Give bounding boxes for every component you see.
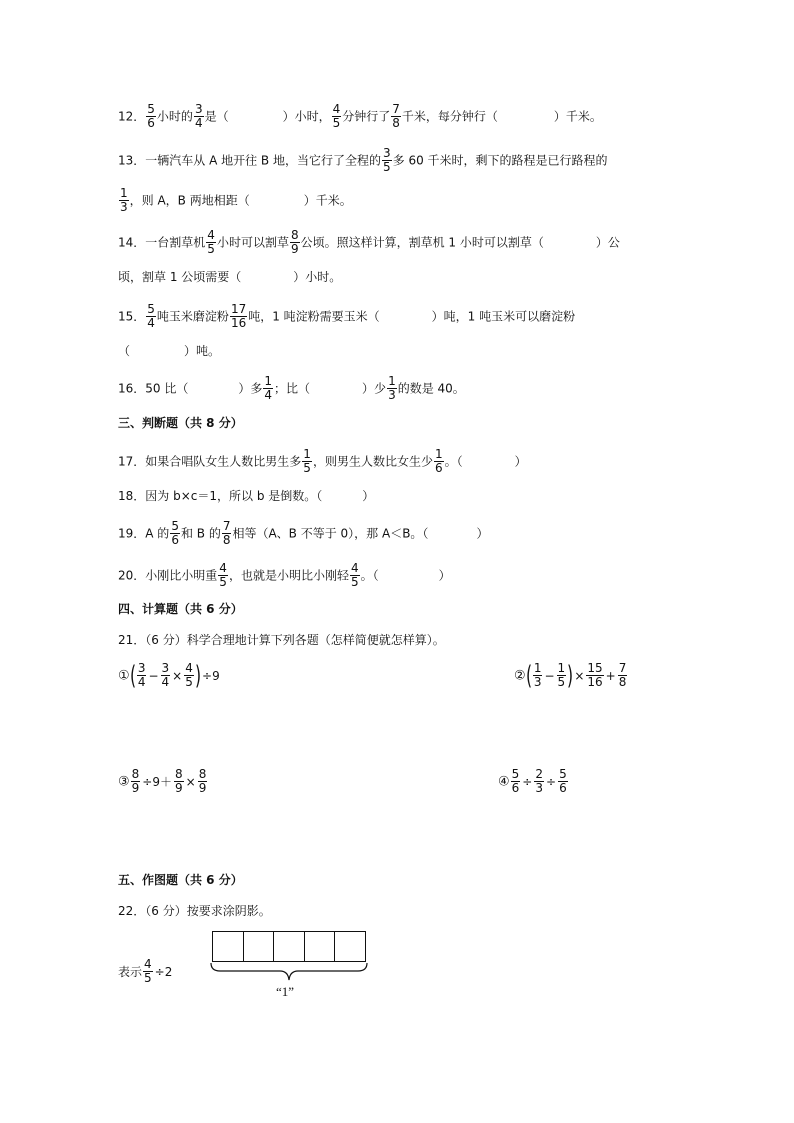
right-paren: ) bbox=[567, 660, 574, 691]
fraction: $\frac{1}{5}$ bbox=[303, 447, 311, 476]
brace-label: “1” bbox=[276, 984, 295, 999]
fraction: $\frac{3}{4}$ bbox=[137, 661, 146, 690]
question-14: 14．一台割草机 $\frac{4}{5}$ 小时可以割草 $\frac{8}{9}$ 公顷。照这样计算，割草机 1 小时可以割草（ ）公 bbox=[118, 228, 620, 257]
fraction: $\frac{5}{6}$ bbox=[559, 767, 567, 796]
question-14-cont: 顷，割草 1 公顷需要（ ）小时。 bbox=[118, 270, 342, 284]
fraction: $\frac{1}{4}$ bbox=[264, 374, 273, 403]
fraction: $\frac{1}{5}$ bbox=[557, 661, 566, 690]
operator: ÷2 bbox=[154, 964, 173, 979]
section-4-heading: 四、计算题（共 6 分） bbox=[118, 602, 243, 616]
operator: ÷ bbox=[522, 774, 533, 789]
operator: ÷9＋ bbox=[142, 774, 172, 789]
fraction: $\frac{1}{3}$ bbox=[388, 374, 396, 403]
expression-4 bbox=[498, 768, 569, 796]
fraction: $\frac{4}{5}$ bbox=[350, 561, 359, 590]
question-18: 18．因为 b×c＝1，所以 b 是倒数。（ ） bbox=[118, 489, 375, 503]
fraction: $\frac{4}{5}$ bbox=[332, 102, 341, 131]
fraction: $\frac{8}{9}$ bbox=[290, 228, 299, 257]
shading-grid[interactable] bbox=[212, 931, 366, 962]
question-16: 16．50 比（ ）多 $\frac{1}{4}$ ；比（ ）少 $\frac{1}{3}$ 的数是 40。 bbox=[118, 374, 465, 403]
fraction: $\frac{4}{5}$ bbox=[144, 957, 152, 986]
fraction: $\frac{2}{3}$ bbox=[535, 767, 543, 796]
fraction: $\frac{5}{6}$ bbox=[147, 102, 155, 131]
left-paren: ( bbox=[525, 660, 532, 691]
fraction: $\frac{5}{4}$ bbox=[147, 302, 155, 331]
curly-brace bbox=[208, 962, 370, 984]
fraction: $\frac{1}{3}$ bbox=[533, 661, 542, 690]
expression-1 bbox=[118, 662, 221, 690]
question-13: 13．一辆汽车从 A 地开往 B 地，当它行了全程的 $\frac{3}{5}$ 多 60 千米时，剩下的路程是已行路程的 bbox=[118, 146, 608, 175]
section-3-heading: 三、判断题（共 8 分） bbox=[118, 416, 243, 430]
operator: − bbox=[148, 668, 159, 683]
question-13-cont: $\frac{1}{3}$ ，则 A，B 两地相距（ ）千米。 bbox=[120, 186, 352, 215]
fraction: $\frac{7}{8}$ bbox=[392, 102, 400, 131]
grid-cell[interactable] bbox=[274, 932, 305, 961]
operator: × bbox=[185, 774, 196, 789]
operator: ÷9 bbox=[202, 668, 220, 683]
fraction: $\frac{15}{16}$ bbox=[587, 661, 603, 690]
grid-cell[interactable] bbox=[335, 932, 365, 961]
fraction: $\frac{4}{5}$ bbox=[185, 661, 193, 690]
fraction: $\frac{17}{16}$ bbox=[230, 302, 247, 331]
fraction: $\frac{3}{4}$ bbox=[194, 102, 203, 131]
grid-cell[interactable] bbox=[244, 932, 275, 961]
expression-3 bbox=[118, 768, 208, 796]
fraction: $\frac{8}{9}$ bbox=[131, 767, 140, 796]
fraction: $\frac{8}{9}$ bbox=[175, 767, 183, 796]
fraction: $\frac{1}{3}$ bbox=[120, 186, 128, 215]
operator: ÷ bbox=[546, 774, 557, 789]
section-5-heading: 五、作图题（共 6 分） bbox=[118, 873, 243, 887]
grid-cell[interactable] bbox=[305, 932, 336, 961]
operator: − bbox=[544, 668, 555, 683]
operator: × bbox=[574, 668, 585, 683]
question-19: 19．A 的 $\frac{5}{6}$ 和 B 的 $\frac{7}{8}$ 相等（A、B 不等于 0），那 A＜B。（ ） bbox=[118, 519, 489, 548]
right-paren: ) bbox=[194, 660, 201, 691]
drawing-label: 表示 $\frac{4}{5}$ ÷2 bbox=[118, 957, 173, 986]
operator: × bbox=[172, 668, 183, 683]
circled-number: ① bbox=[118, 668, 130, 684]
question-15: 15． $\frac{5}{4}$ 吨玉米磨淀粉 $\frac{17}{16}$ 吨，1 吨淀粉需要玉米（ ）吨，1 吨玉米可以磨淀粉 bbox=[118, 302, 576, 331]
fraction: $\frac{3}{4}$ bbox=[161, 661, 170, 690]
circled-number: ③ bbox=[118, 774, 130, 790]
question-12: 12． $\frac{5}{6}$ 小时的 $\frac{3}{4}$ 是（ ）小时， $\frac{4}{5}$ 分钟行了 $\frac{7}{8}$ 千米，每分钟行（ ）千米。 bbox=[118, 102, 602, 131]
fraction: $\frac{3}{5}$ bbox=[382, 146, 391, 175]
fraction: $\frac{5}{6}$ bbox=[171, 519, 179, 548]
question-15-cont: （ ）吨。 bbox=[118, 344, 221, 358]
question-22: 22．（6 分）按要求涂阴影。 bbox=[118, 904, 271, 918]
question-20: 20．小刚比小明重 $\frac{4}{5}$ ，也就是小明比小刚轻 $\frac{4}{5}$ 。（ ） bbox=[118, 561, 451, 590]
fraction: $\frac{5}{6}$ bbox=[511, 767, 520, 796]
fraction: $\frac{4}{5}$ bbox=[207, 228, 215, 257]
fraction: $\frac{7}{8}$ bbox=[618, 661, 627, 690]
circled-number: ② bbox=[514, 668, 526, 684]
left-paren: ( bbox=[129, 660, 136, 691]
question-17: 17．如果合唱队女生人数比男生多 $\frac{1}{5}$ ，则男生人数比女生少 $\frac{1}{6}$ 。（ ） bbox=[118, 447, 527, 476]
fraction: $\frac{4}{5}$ bbox=[219, 561, 227, 590]
operator: + bbox=[605, 668, 616, 683]
question-21: 21．（6 分）科学合理地计算下列各题（怎样简便就怎样算）。 bbox=[118, 633, 445, 647]
fraction: $\frac{7}{8}$ bbox=[222, 519, 231, 548]
fraction: $\frac{1}{6}$ bbox=[434, 447, 443, 476]
expression-2 bbox=[514, 662, 628, 690]
grid-cell[interactable] bbox=[213, 932, 244, 961]
circled-number: ④ bbox=[498, 774, 510, 790]
fraction: $\frac{8}{9}$ bbox=[198, 767, 207, 796]
